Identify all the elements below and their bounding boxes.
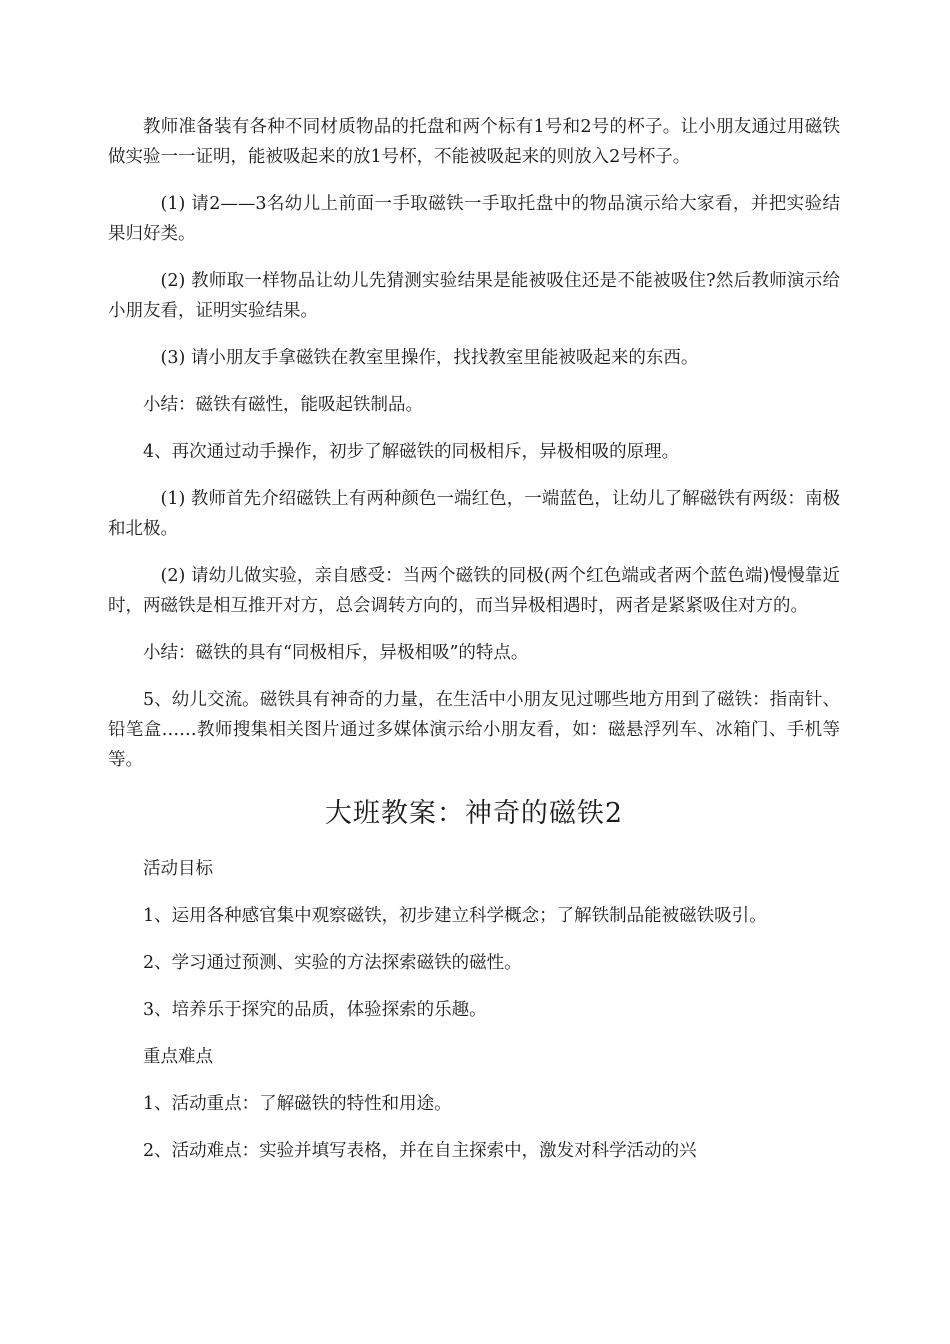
paragraph-goal-2: 2、学习通过预测、实验的方法探索磁铁的磁性。	[143, 953, 522, 973]
paragraph-section-4-step-2: (2) 请幼儿做实验，亲自感受：当两个磁铁的同极(两个红色端或者两个蓝色端)慢慢靠近时，两磁铁是相互推开对方，总会调转方向的，而当异极相遇时，两者是紧紧吸住对方的。	[108, 566, 840, 616]
paragraph-intro: 教师准备装有各种不同材质物品的托盘和两个标有1号和2号的杯子。让小朋友通过用磁铁做实验一一证明，能被吸起来的放1号杯，不能被吸起来的则放入2号杯子。	[108, 117, 840, 167]
paragraph-section-4: 4、再次通过动手操作，初步了解磁铁的同极相斥，异极相吸的原理。	[143, 442, 680, 462]
heading-key-points: 重点难点	[143, 1047, 213, 1067]
paragraph-step-2: (2) 教师取一样物品让幼儿先猜测实验结果是能被吸住还是不能被吸住?然后教师演示给小朋友看，证明实验结果。	[108, 271, 840, 321]
paragraph-summary-1: 小结：磁铁有磁性，能吸起铁制品。	[143, 395, 423, 415]
paragraph-section-5: 5、幼儿交流。磁铁具有神奇的力量，在生活中小朋友见过哪些地方用到了磁铁：指南针、铅笔盒……教师搜集相关图片通过多媒体演示给小朋友看，如：磁悬浮列车、冰箱门、手机等等。	[108, 690, 840, 770]
paragraph-key-point-1: 1、活动重点：了解磁铁的特性和用途。	[143, 1094, 452, 1114]
paragraph-step-1: (1) 请2——3名幼儿上前面一手取磁铁一手取托盘中的物品演示给大家看，并把实验结果归好类。	[108, 194, 840, 244]
paragraph-summary-2: 小结：磁铁的具有“同极相斥，异极相吸”的特点。	[143, 643, 529, 663]
paragraph-step-3: (3) 请小朋友手拿磁铁在教室里操作，找找教室里能被吸起来的东西。	[160, 348, 699, 368]
document-page	[108, 112, 840, 1183]
paragraph-key-point-2: 2、活动难点：实验并填写表格，并在自主探索中，激发对科学活动的兴	[143, 1141, 697, 1161]
paragraph-goal-1: 1、运用各种感官集中观察磁铁，初步建立科学概念；了解铁制品能被磁铁吸引。	[143, 906, 767, 926]
paragraph-goal-3: 3、培养乐于探究的品质，体验探索的乐趣。	[143, 1000, 487, 1020]
section-title: 大班教案：神奇的磁铁2	[324, 798, 624, 829]
heading-activity-goals: 活动目标	[143, 859, 213, 879]
paragraph-section-4-step-1: (1) 教师首先介绍磁铁上有两种颜色一端红色，一端蓝色，让幼儿了解磁铁有两级：南极和北极。	[108, 489, 840, 539]
